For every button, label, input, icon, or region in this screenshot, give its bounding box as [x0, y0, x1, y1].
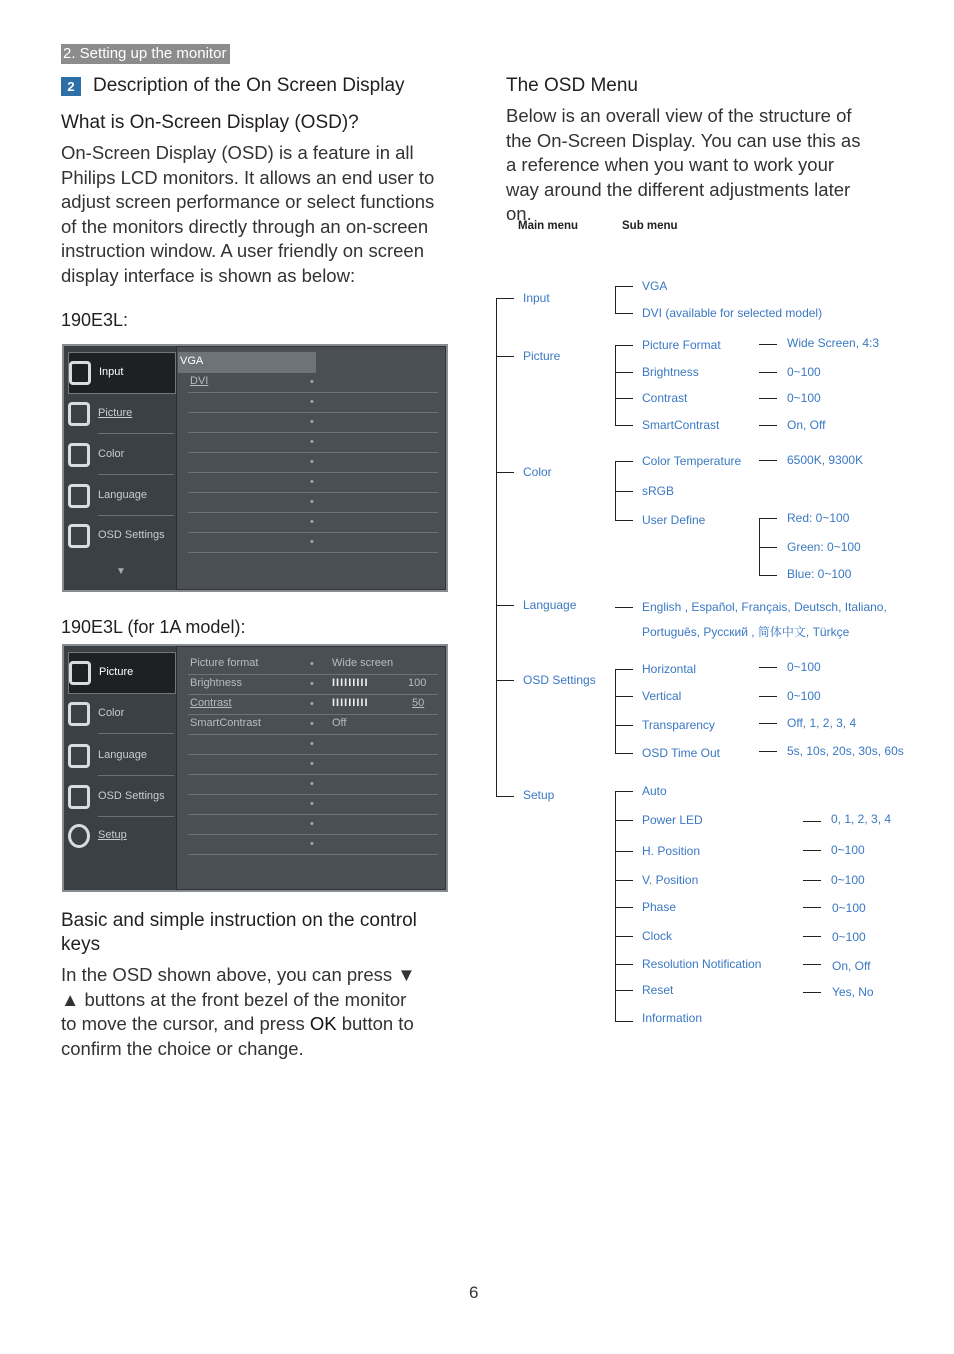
sub-clock: Clock [642, 929, 673, 943]
osd1-row-empty: • [188, 432, 438, 453]
color-icon [68, 443, 90, 467]
val-color-temperature: 6500K, 9300K [787, 453, 864, 467]
language-icon [68, 484, 90, 508]
osd-question-title: What is On-Screen Display (OSD)? [61, 112, 359, 133]
model-label-1: 190E3L: [61, 310, 129, 330]
osd-screenshot-2 [62, 644, 448, 892]
osd-menu-title: The OSD Menu [506, 75, 638, 96]
osd1-row-dvi: DVI • [188, 372, 438, 393]
sub-h-position: H. Position [642, 844, 701, 858]
language-icon [68, 744, 90, 768]
osd2-row-brightness: Brightness • IIIIIIIII 100 [188, 674, 438, 695]
osd-intro-text: On-Screen Display (OSD) is a feature in all Philips LCD monitors. It allows an end user to adjust screen performance or select functions of the monitors directly through an on-screen instruction window. A user friendly on screen display interface is shown as below: [61, 142, 435, 286]
sub-phase: Phase [642, 900, 677, 914]
main-color: Color [523, 465, 552, 479]
main-osd-settings: OSD Settings [523, 673, 596, 687]
osd1-row-empty: • [188, 492, 438, 513]
osd2-row-picture-format: Picture format • Wide screen [188, 654, 438, 675]
sub-languages-line1: English , Español, Français, Deutsch, Italiano, [642, 600, 887, 614]
sub-horizontal: Horizontal [642, 662, 697, 676]
main-input: Input [523, 291, 550, 305]
val-contrast: 0~100 [787, 391, 821, 405]
val-osd-time-out: 5s, 10s, 20s, 30s, 60s [787, 744, 904, 758]
sub-vertical: Vertical [642, 689, 682, 703]
val-phase: 0~100 [832, 901, 866, 915]
osd2-menu-color: Color [68, 694, 174, 734]
val-resolution-notification: On, Off [832, 959, 871, 973]
val-horizontal: 0~100 [787, 660, 821, 674]
osd2-row-empty: • [188, 834, 438, 855]
osd1-row-empty: • [188, 472, 438, 493]
main-language: Language [523, 598, 577, 612]
osd2-row-smartcontrast: SmartContrast • Off [188, 714, 438, 735]
sub-languages-line2: Português, Русский , 简体中文, Türkçe [642, 625, 850, 639]
color-icon [68, 702, 90, 726]
sub-picture-format: Picture Format [642, 338, 721, 352]
val-brightness: 0~100 [787, 365, 821, 379]
control-keys-text: In the OSD shown above, you can press ▼ ▲ buttons at the front bezel of the monitor to move the cursor, and press OK button to confirm the choice or change. [61, 964, 416, 1059]
sub-power-led: Power LED [642, 813, 703, 827]
osd1-menu-panel [64, 346, 177, 590]
sub-srgb: sRGB [642, 484, 675, 498]
osd-menu-intro: Below is an overall view of the structure of the On-Screen Display. You can use this as a reference when you want to work your way around the different adjustments later on. [506, 105, 861, 225]
sub-vga: VGA [642, 279, 668, 293]
main-picture: Picture [523, 349, 561, 363]
val-h-position: 0~100 [831, 843, 865, 857]
main-setup: Setup [523, 788, 555, 802]
input-icon [69, 361, 91, 385]
picture-icon [69, 661, 91, 685]
sub-dvi: DVI (available for selected model) [642, 306, 823, 320]
scroll-down-arrow-icon: ▼ [116, 566, 126, 577]
sub-v-position: V. Position [642, 873, 699, 887]
osd1-row-empty: • [188, 412, 438, 433]
osd-settings-icon [68, 785, 90, 809]
osd2-menu-language: Language [68, 736, 174, 776]
page-number: 6 [469, 1283, 479, 1302]
col-main-menu: Main menu [518, 220, 579, 232]
osd1-menu-input: Input [68, 352, 176, 394]
val-blue: Blue: 0~100 [787, 567, 852, 581]
sub-auto: Auto [642, 784, 667, 798]
osd-screenshot-1 [62, 344, 448, 592]
val-green: Green: 0~100 [787, 540, 861, 554]
sub-user-define: User Define [642, 513, 706, 527]
osd1-row-empty: • [188, 452, 438, 473]
sub-contrast: Contrast [642, 391, 688, 405]
osd1-menu-picture: Picture [68, 394, 174, 434]
osd2-row-empty: • [188, 774, 438, 795]
osd2-menu-setup: Setup [68, 816, 174, 856]
osd2-menu-panel [64, 646, 177, 890]
val-red: Red: 0~100 [787, 511, 850, 525]
gear-icon [68, 824, 90, 848]
sub-reset: Reset [642, 983, 674, 997]
val-smartcontrast: On, Off [787, 418, 826, 432]
val-power-led: 0, 1, 2, 3, 4 [831, 812, 892, 826]
osd1-menu-language: Language [68, 476, 174, 516]
sub-brightness: Brightness [642, 365, 699, 379]
control-keys-title: Basic and simple instruction on the control keys [61, 910, 417, 955]
section-tag: 2. Setting up the monitor [61, 44, 230, 64]
osd2-menu-picture: Picture [68, 652, 176, 694]
section-number: 2 [61, 77, 81, 96]
val-clock: 0~100 [832, 930, 866, 944]
osd2-row-empty: • [188, 814, 438, 835]
sub-transparency: Transparency [642, 718, 715, 732]
val-transparency: Off, 1, 2, 3, 4 [787, 716, 857, 730]
col-sub-menu: Sub menu [622, 220, 678, 232]
osd1-row-empty: • [188, 532, 438, 553]
picture-icon [68, 402, 90, 426]
osd2-row-empty: • [188, 734, 438, 755]
osd2-row-contrast: Contrast • IIIIIIIII 50 [188, 694, 438, 715]
osd1-row-empty: • [188, 512, 438, 533]
model-label-2: 190E3L (for 1A model): [61, 617, 246, 637]
osd2-row-empty: • [188, 794, 438, 815]
osd1-menu-color: Color [68, 435, 174, 475]
osd2-menu-osd-settings: OSD Settings [68, 777, 174, 817]
sub-osd-time-out: OSD Time Out [642, 746, 721, 760]
sub-smartcontrast: SmartContrast [642, 418, 720, 432]
val-picture-format: Wide Screen, 4:3 [787, 336, 880, 350]
osd1-row-empty: • [188, 392, 438, 413]
val-vertical: 0~100 [787, 689, 821, 703]
sub-resolution-notification: Resolution Notification [642, 957, 762, 971]
osd2-row-empty: • [188, 754, 438, 775]
sub-information: Information [642, 1011, 703, 1025]
val-v-position: 0~100 [831, 873, 865, 887]
sub-color-temperature: Color Temperature [642, 454, 742, 468]
section-title: Description of the On Screen Display [93, 75, 405, 96]
val-reset: Yes, No [832, 985, 874, 999]
osd-settings-icon [68, 524, 90, 548]
osd1-menu-osd-settings: OSD Settings [68, 516, 174, 556]
osd1-row-vga: VGA [178, 352, 316, 373]
